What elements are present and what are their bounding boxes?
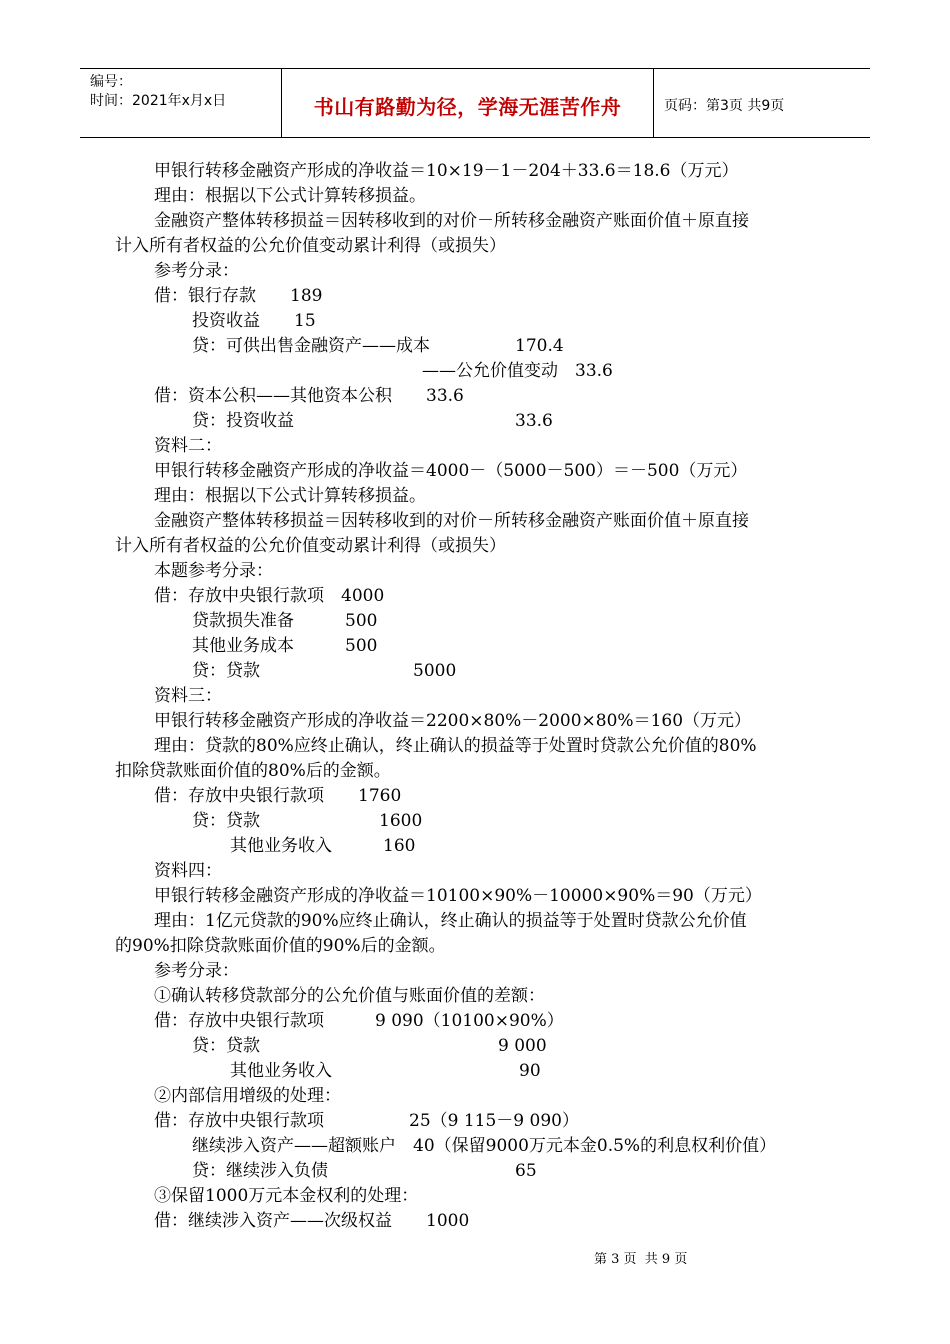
text-line: 继续涉入资产——超额账户 40（保留9000万元本金0.5%的利息权利价值） xyxy=(192,1136,777,1156)
text-line: 其他业务成本 500 xyxy=(192,636,378,656)
text-line: 甲银行转移金融资产形成的净收益＝10×19－1－204＋33.6＝18.6（万元） xyxy=(154,161,739,181)
document-number-label: 编号： xyxy=(90,74,132,90)
page-header xyxy=(80,68,870,138)
document-date: 时间：2021年x月x日 xyxy=(90,93,227,109)
text-line: 扣除贷款账面价值的80%后的金额。 xyxy=(115,761,391,781)
text-line: 理由：1亿元贷款的90%应终止确认，终止确认的损益等于处置时贷款公允价值 xyxy=(154,911,747,931)
text-line: 计入所有者权益的公允价值变动累计利得（或损失） xyxy=(115,536,506,556)
text-line: 贷款损失准备 500 xyxy=(192,611,378,631)
text-line: ①确认转移贷款部分的公允价值与账面价值的差额： xyxy=(154,986,545,1006)
text-line: 借：继续涉入资产——次级权益 1000 xyxy=(154,1211,470,1231)
header-motto: 书山有路勤为径，学海无涯苦作舟 xyxy=(313,94,622,119)
text-line: 金融资产整体转移损益＝因转移收到的对价－所转移金融资产账面价值＋原直接 xyxy=(154,211,749,231)
header-page-cell xyxy=(654,69,870,137)
text-line: 借：存放中央银行款项 25（9 115－9 090） xyxy=(154,1111,579,1131)
text-line: 借：存放中央银行款项 1760 xyxy=(154,786,402,806)
header-motto-cell xyxy=(282,69,654,137)
text-line: 的90%扣除贷款账面价值的90%后的金额。 xyxy=(115,936,446,956)
text-line: 参考分录： xyxy=(154,261,239,281)
page-footer: 第 3 页 共 9 页 xyxy=(594,1252,688,1267)
text-line: 贷：可供出售金融资产——成本 170.4 xyxy=(192,336,564,356)
text-line: 借：存放中央银行款项 9 090（10100×90%） xyxy=(154,1011,564,1031)
text-line: 贷：贷款 5000 xyxy=(192,661,457,681)
text-line: 甲银行转移金融资产形成的净收益＝4000－（5000－500）＝－500（万元） xyxy=(154,461,748,481)
text-line: 理由：根据以下公式计算转移损益。 xyxy=(154,186,426,206)
header-page-number: 页码：第3页 共9页 xyxy=(664,98,785,114)
text-line: 贷：投资收益 33.6 xyxy=(192,411,553,431)
text-line: 理由：根据以下公式计算转移损益。 xyxy=(154,486,426,506)
text-line: 资料三： xyxy=(154,686,222,706)
text-line: 理由：贷款的80%应终止确认，终止确认的损益等于处置时贷款公允价值的80% xyxy=(154,736,757,756)
text-line: 贷：贷款 9 000 xyxy=(192,1036,547,1056)
text-line: 甲银行转移金融资产形成的净收益＝10100×90%－10000×90%＝90（万元） xyxy=(154,886,762,906)
text-line: 计入所有者权益的公允价值变动累计利得（或损失） xyxy=(115,236,506,256)
text-line: ②内部信用增级的处理： xyxy=(154,1086,341,1106)
text-line: 借：资本公积——其他资本公积 33.6 xyxy=(154,386,464,406)
text-line: 资料二： xyxy=(154,436,222,456)
text-line: 借：银行存款 189 xyxy=(154,286,323,306)
text-line: 其他业务收入 160 xyxy=(230,836,416,856)
text-line: 其他业务收入 90 xyxy=(230,1061,541,1081)
header-meta xyxy=(80,69,282,137)
text-line: 参考分录： xyxy=(154,961,239,981)
text-line: 借：存放中央银行款项 4000 xyxy=(154,586,385,606)
text-line: 金融资产整体转移损益＝因转移收到的对价－所转移金融资产账面价值＋原直接 xyxy=(154,511,749,531)
text-line: 资料四： xyxy=(154,861,222,881)
text-line: 贷：继续涉入负债 65 xyxy=(192,1161,537,1181)
text-line: 甲银行转移金融资产形成的净收益＝2200×80%－2000×80%＝160（万元） xyxy=(154,711,752,731)
text-line: 投资收益 15 xyxy=(192,311,316,331)
text-line: ——公允价值变动 33.6 xyxy=(422,361,613,381)
text-line: 贷：贷款 1600 xyxy=(192,811,423,831)
text-line: ③保留1000万元本金权利的处理： xyxy=(154,1186,419,1206)
text-line: 本题参考分录： xyxy=(154,561,273,581)
